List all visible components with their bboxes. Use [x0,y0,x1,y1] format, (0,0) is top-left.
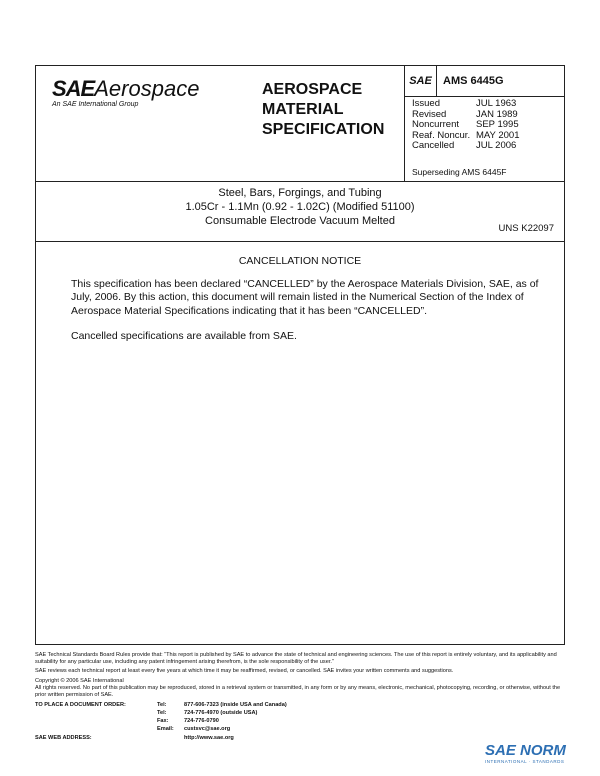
cancellation-paragraph: This specification has been declared “CANCELLED” by the Aerospace Materials Division, SAE, as of July, 2006. By this action, this document will remain listed in the Numerical Section of the Index of Aerospace Material Specifications indicating that it has been “CANCELLED”. [71,278,539,317]
contact-row: Email: custsvc@sae.org [157,726,231,733]
contact-row: Fax: 724-776-0790 [157,718,219,725]
web-address-link[interactable]: http://www.sae.org [184,735,234,742]
divider [36,241,564,242]
order-label: TO PLACE A DOCUMENT ORDER: [35,702,126,709]
footer [35,652,565,742]
superseding-note: Superseding AMS 6445F [412,167,507,177]
date-row: Noncurrent SEP 1995 [412,119,519,131]
spec-info-box [404,66,565,181]
title-line-2: MATERIAL [262,101,344,118]
document-frame [35,65,565,645]
watermark-sub-text: INTERNATIONAL · STANDARDS [485,759,565,764]
footer-review-text: SAE reviews each technical report at least every five years at which time it may be reaffirmed, revised, or cancelled. SAE invites your written comments and suggestions. [35,668,454,675]
web-label: SAE WEB ADDRESS: [35,735,92,742]
document-title [36,186,564,228]
sae-aerospace-logo [52,78,199,108]
doc-title-line-3: Consumable Electrode Vacuum Melted [205,215,395,227]
phone-link[interactable]: 877-606-7323 (inside USA and Canada) [184,702,287,709]
title-line-3: SPECIFICATION [262,121,385,138]
logo-aerospace-text: Aerospace [94,76,200,101]
title-line-1: AEROSPACE [262,81,363,98]
sae-mark: SAE [405,66,437,96]
logo-subtitle: An SAE International Group [52,101,139,108]
date-row: Issued JUL 1963 [412,98,517,109]
phone-link[interactable]: 724-776-4970 (outside USA) [184,710,258,717]
contact-row: Tel: 724-776-4970 (outside USA) [157,710,258,717]
header-block [36,66,564,182]
footer-copyright: Copyright © 2006 SAE International [35,677,124,684]
date-history [412,99,519,152]
spec-number: AMS 6445G [443,75,504,87]
doc-title-line-1: Steel, Bars, Forgings, and Tubing [218,187,382,199]
email-link[interactable]: custsvc@sae.org [184,726,231,733]
cancellation-notice-heading: CANCELLATION NOTICE [238,255,362,267]
watermark-main-text: SAE NORM [485,742,566,759]
date-row: Revised JAN 1989 [412,108,518,120]
date-row: Reaf. Noncur. MAY 2001 [412,129,520,141]
fax-number: 724-776-0790 [184,718,219,725]
date-row: Cancelled JUL 2006 [412,140,517,152]
sae-norm-watermark-logo [485,742,566,764]
logo-sae-text: SAE [52,76,95,101]
footer-rights-text: All rights reserved. No part of this publication may be reproduced, stored in a retrieval system or transmitted, in any form or by any means, electronic, mechanical, photocopying, recording, or otherwise, without the prior written permission of SAE. [35,684,561,699]
spec-type-title [262,80,384,140]
availability-note: Cancelled specifications are available from SAE. [71,330,297,342]
uns-number: UNS K22097 [498,223,554,234]
doc-title-line-2: 1.05Cr - 1.1Mn (0.92 - 1.02C) (Modified 51100) [185,201,415,213]
footer-rules-text: SAE Technical Standards Board Rules provide that: “This report is published by SAE to advance the state of technical and engineering sciences. The use of this report is entirely voluntary, and its applicability and suitability for any particular use, including any patent infringement arising therefrom, is the sole responsibility of the user.” [35,652,557,666]
contact-row: TO PLACE A DOCUMENT ORDER: Tel: 877-606-7323 (inside USA and Canada) [35,702,287,709]
